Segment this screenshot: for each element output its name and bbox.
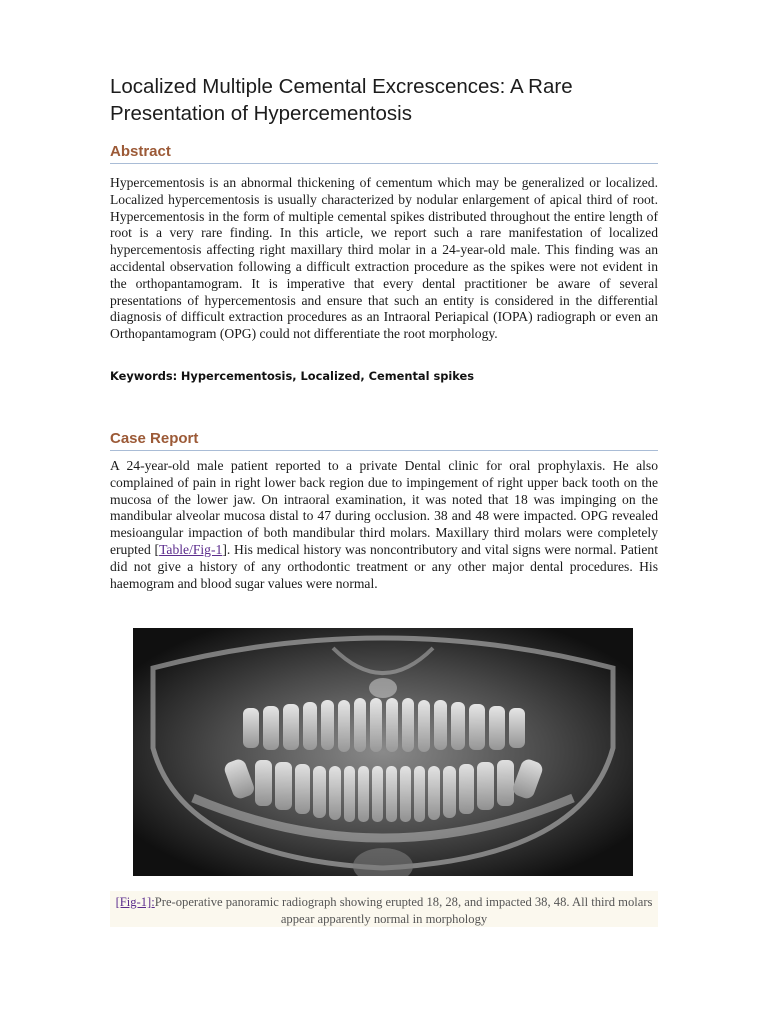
keywords-list: Hypercementosis, Localized, Cemental spikes — [180, 369, 475, 383]
case-report-text — [110, 458, 658, 592]
figure-caption-text: Pre-operative panoramic radiograph showing erupted 18, 28, and impacted 38, 48. All third molars appear apparently normal in morphology — [154, 895, 653, 926]
keywords-label: Keywords: — [110, 369, 178, 383]
abstract-text: Hypercementosis is an abnormal thickening of cementum which may be generalized or localized. Localized hypercementosis is usually characterized by nodular enlargement of apical third of root. Hypercementosis in the form of multiple cemental spikes distributed throughout the entire length of root is a very rare finding. In this article, we report such a rare manifestation of localized hypercementosis affecting right maxillary third molar in a 24-year-old male. This finding was an accidental observation following a difficult extraction procedure as the spikes were not evident in the orthopantamogram. It is imperative that every dental practitioner be aware of several presentations of hypercementosis and ensure that such an entity is considered in the differential diagnosis of difficult extraction procedures as an Intraoral Periapical (IOPA) radiograph or even an Orthopantamogram (OPG) could not differentiate the root morphology. — [110, 175, 658, 342]
case-report-heading: Case Report — [110, 430, 658, 451]
case-text-part-1: A 24-year-old male patient reported to a private Dental clinic for oral prophylaxis. He also complained of pain in right lower back region due to impingement of right upper back tooth on the mucosa of the lower jaw. On intraoral examination, it was noted that 18 was impinging on the mandibular alveolar mucosa distal to 47 during occlusion. 38 and 48 were impacted. OPG revealed mesioangular impaction of both mandibular third molars. Maxillary third molars were completely erupted [ — [110, 458, 658, 557]
panoramic-radiograph-image — [133, 628, 633, 876]
table-fig-1-link[interactable]: Table/Fig-1 — [159, 541, 223, 557]
radiograph-illustration — [133, 628, 633, 876]
article-title: Localized Multiple Cemental Excrescences: A Rare Presentation of Hypercementosis — [110, 75, 573, 125]
abstract-heading: Abstract — [110, 143, 658, 164]
fig-1-link[interactable]: [Fig-1]: — [115, 895, 155, 909]
figure-caption — [110, 894, 658, 927]
case-text-part-2: ]. His medical history was noncontributory and vital signs were normal. Patient did not give a history of any orthodontic treatment or any other major dental procedures. His haemogram and blood sugar values were normal. — [110, 541, 659, 591]
keywords — [110, 369, 658, 383]
